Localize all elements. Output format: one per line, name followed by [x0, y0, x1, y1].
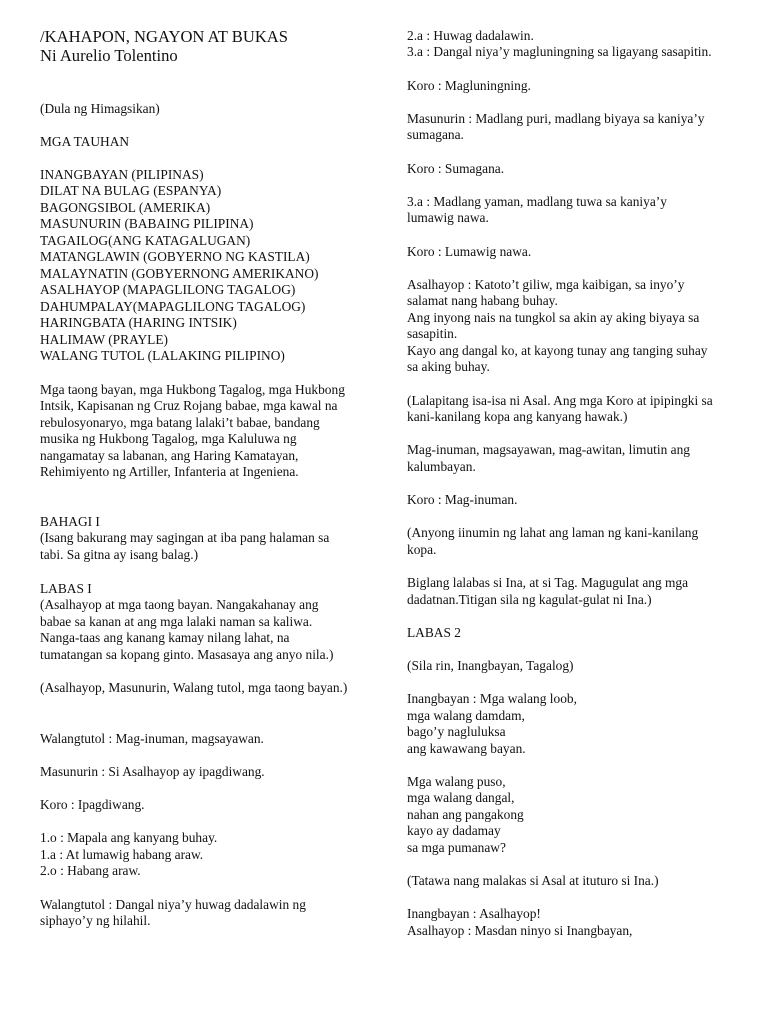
text-line: BAHAGI I — [40, 514, 100, 529]
text-line: Koro : Lumawig nawa. — [407, 244, 532, 259]
text-line: ang kawawang bayan. — [407, 741, 526, 756]
text-line: 3.a : Madlang yaman, madlang tuwa sa kaniya’y — [407, 194, 667, 209]
text-line: salamat nang habang buhay. — [407, 293, 558, 308]
text-line: nangamatay sa labanan, ang Haring Kamatayan, — [40, 448, 299, 463]
text-line: sa aking buhay. — [407, 359, 490, 374]
text-line: HARINGBATA (HARING INTSIK) — [40, 315, 237, 330]
text-line: LABAS I — [40, 581, 92, 596]
text-line: (Sila rin, Inangbayan, Tagalog) — [407, 658, 574, 673]
text-line: Rehimiyento ng Artiller, Infanteria at Ingeniena. — [40, 464, 299, 479]
text-line: Asalhayop : Masdan ninyo si Inangbayan, — [407, 923, 633, 938]
text-line: siphayo’y ng hilahil. — [40, 913, 151, 928]
text-line: kalumbayan. — [407, 459, 476, 474]
document-author: Ni Aurelio Tolentino — [40, 46, 178, 65]
text-line: HALIMAW (PRAYLE) — [40, 332, 168, 347]
text-line: kopa. — [407, 542, 437, 557]
text-line: Masunurin : Si Asalhayop ay ipagdiwang. — [40, 764, 265, 779]
text-line: Mga taong bayan, mga Hukbong Tagalog, mga Hukbong — [40, 382, 345, 397]
text-line: Inangbayan : Mga walang loob, — [407, 691, 577, 706]
text-line: MALAYNATIN (GOBYERNONG AMERIKANO) — [40, 266, 319, 281]
text-line: Nanga-taas ang kanang kamay nilang lahat, na — [40, 630, 290, 645]
text-line: (Tatawa nang malakas si Asal at ituturo si Ina.) — [407, 873, 659, 888]
text-line: LABAS 2 — [407, 625, 461, 640]
text-line: Walangtutol : Dangal niya’y huwag dadalawin ng — [40, 897, 306, 912]
text-line: 2.o : Habang araw. — [40, 863, 141, 878]
text-line: Biglang lalabas si Ina, at si Tag. Magugulat ang mga — [407, 575, 689, 590]
text-line: WALANG TUTOL (LALAKING PILIPINO) — [40, 348, 285, 363]
text-line: TAGAILOG(ANG KATAGALUGAN) — [40, 233, 251, 248]
text-line: sumagana. — [407, 127, 464, 142]
text-line: Inangbayan : Asalhayop! — [407, 906, 541, 921]
text-line: babae sa kanan at ang mga lalaki naman sa kaliwa. — [40, 614, 313, 629]
text-line: Mag-inuman, magsayawan, mag-awitan, limutin ang — [407, 442, 690, 457]
text-line: Koro : Magluningning. — [407, 78, 531, 93]
text-line: ASALHAYOP (MAPAGLILONG TAGALOG) — [40, 282, 296, 297]
text-line: nahan ang pangakong — [407, 807, 524, 822]
text-line: sa mga pumanaw? — [407, 840, 506, 855]
text-line: Koro : Sumagana. — [407, 161, 505, 176]
document-title: /KAHAPON, NGAYON AT BUKAS — [40, 27, 289, 46]
text-line: 2.a : Huwag dadalawin. — [407, 28, 534, 43]
text-line: Mga walang puso, — [407, 774, 506, 789]
text-line: Koro : Ipagdiwang. — [40, 797, 145, 812]
text-line: (Isang bakurang may sagingan at iba pang halaman sa — [40, 530, 330, 545]
text-line: 1.o : Mapala ang kanyang buhay. — [40, 830, 218, 845]
text-line: Kayo ang dangal ko, at kayong tunay ang tanging suhay — [407, 343, 708, 358]
text-line: (Dula ng Himagsikan) — [40, 101, 160, 116]
text-line: Masunurin : Madlang puri, madlang biyaya sa kaniya’y — [407, 111, 705, 126]
text-line: tabi. Sa gitna ay isang balag.) — [40, 547, 199, 562]
text-line: MGA TAUHAN — [40, 134, 130, 149]
text-line: DILAT NA BULAG (ESPANYA) — [40, 183, 222, 198]
text-line: kayo ay dadamay — [407, 823, 501, 838]
text-line: dadatnan.Titigan sila ng kagulat-gulat ni Ina.) — [407, 592, 652, 607]
text-line: bago’y nagluluksa — [407, 724, 506, 739]
text-line: MASUNURIN (BABAING PILIPINA) — [40, 216, 254, 231]
text-line: Asalhayop : Katoto’t giliw, mga kaibigan, sa inyo’y — [407, 277, 685, 292]
text-line: (Lalapitang isa-isa ni Asal. Ang mga Koro at ipipingki sa — [407, 393, 713, 408]
text-line: rebulosyonaryo, mga batang lalaki’t babae, bandang — [40, 415, 320, 430]
text-line: MATANGLAWIN (GOBYERNO NG KASTILA) — [40, 249, 310, 264]
text-line: Koro : Mag-inuman. — [407, 492, 518, 507]
text-line: musika ng Hukbong Tagalog, mga Kaluluwa ng — [40, 431, 297, 446]
text-line: Ang inyong nais na tungkol sa akin ay aking biyaya sa — [407, 310, 700, 325]
text-line: INANGBAYAN (PILIPINAS) — [40, 167, 204, 182]
text-line: lumawig nawa. — [407, 210, 489, 225]
text-line: (Asalhayop, Masunurin, Walang tutol, mga taong bayan.) — [40, 680, 348, 695]
text-line: tumatangan sa kopang ginto. Masasaya ang anyo nila.) — [40, 647, 334, 662]
text-line: mga walang dangal, — [407, 790, 515, 805]
text-line: Walangtutol : Mag-inuman, magsayawan. — [40, 731, 264, 746]
text-line: BAGONGSIBOL (AMERIKA) — [40, 200, 211, 215]
text-line: mga walang damdam, — [407, 708, 525, 723]
text-line: kani-kanilang kopa ang kanyang hawak.) — [407, 409, 628, 424]
text-line: Intsik, Kapisanan ng Cruz Rojang babae, mga kawal na — [40, 398, 338, 413]
text-line: (Anyong iinumin ng lahat ang laman ng kani-kanilang — [407, 525, 699, 540]
text-line: sasapitin. — [407, 326, 458, 341]
text-line: (Asalhayop at mga taong bayan. Nangakahanay ang — [40, 597, 319, 612]
text-line: 1.a : At lumawig habang araw. — [40, 847, 204, 862]
text-line: 3.a : Dangal niya’y magluningning sa ligayang sasapitin. — [407, 44, 712, 59]
text-line: DAHUMPALAY(MAPAGLILONG TAGALOG) — [40, 299, 306, 314]
